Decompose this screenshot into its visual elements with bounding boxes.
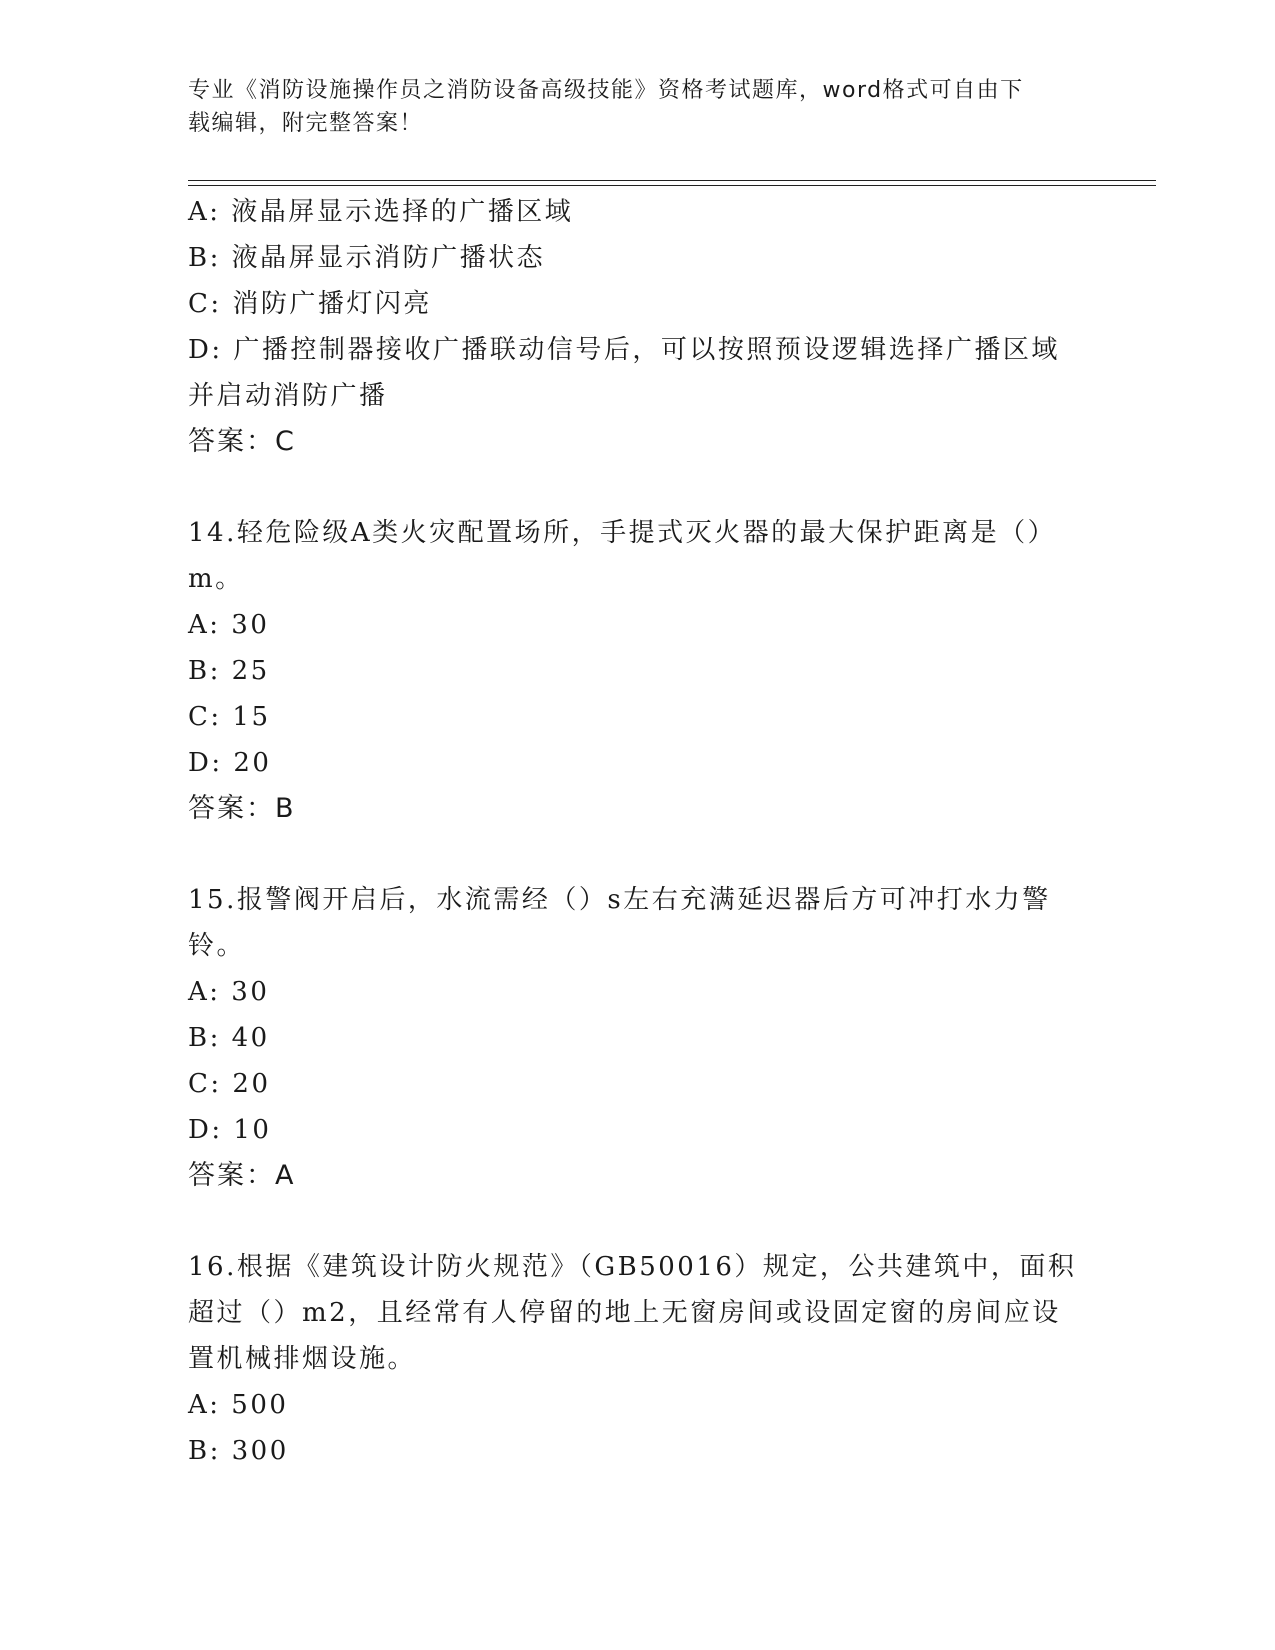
option-c: C: 消防广播灯闪亮 [188,289,432,319]
header-divider-top [188,180,1156,181]
question-spacer [188,1199,1088,1244]
question-stem-line-1: 14.轻危险级A类火灾配置场所，手提式灭火器的最大保护距离是（） [188,518,1057,548]
question-stem-line-1: 16.根据《建筑设计防火规范》（GB50016）规定，公共建筑中，面积 [188,1252,1077,1282]
question-stem-line-1: 15.报警阀开启后，水流需经（）s左右充满延迟器后方可冲打水力警 [188,885,1051,915]
header-line-1: 专业《消防设施操作员之消防设备高级技能》资格考试题库，word格式可自由下 [188,78,1024,103]
answer: 答案：C [188,426,296,457]
document-header [188,74,1068,140]
answer: 答案：B [188,793,296,824]
option-d-line-2: 并启动消防广播 [188,381,388,411]
option-d-line-1: D: 广播控制器接收广播联动信号后，可以按照预设逻辑选择广播区域 [188,335,1060,365]
question-15 [188,877,1088,1199]
option-c: C: 20 [188,1069,271,1099]
option-d: D: 20 [188,748,272,778]
option-b: B: 25 [188,656,270,686]
question-13 [188,189,1088,465]
option-d: D: 10 [188,1115,272,1145]
question-spacer [188,832,1088,877]
option-c: C: 15 [188,702,271,732]
option-a: A: 500 [188,1390,289,1420]
question-stem-line-2: m。 [188,564,244,594]
option-a: A: 30 [188,977,270,1007]
question-14 [188,510,1088,832]
question-stem-line-3: 置机械排烟设施。 [188,1344,417,1374]
question-stem-line-2: 铃。 [188,931,246,961]
question-list [188,189,1088,1474]
option-a: A: 30 [188,610,270,640]
question-stem-line-2: 超过（）m2，且经常有人停留的地上无窗房间或设固定窗的房间应设 [188,1298,1061,1328]
question-spacer [188,465,1088,510]
header-line-2: 载编辑，附完整答案！ [188,111,424,136]
option-b: B: 300 [188,1436,289,1466]
answer: 答案：A [188,1160,296,1191]
option-b: B: 40 [188,1023,270,1053]
option-b: B: 液晶屏显示消防广播状态 [188,243,546,273]
option-a: A: 液晶屏显示选择的广播区域 [188,197,574,227]
header-divider-bottom [188,185,1156,186]
question-16 [188,1244,1088,1474]
